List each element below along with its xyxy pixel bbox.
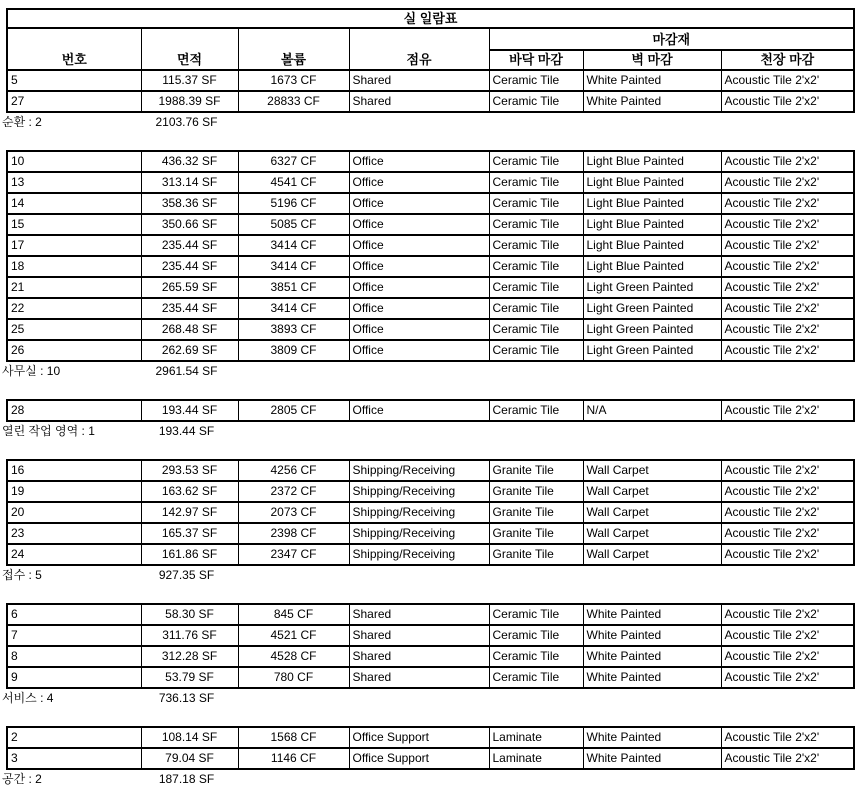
cell-number: 21 xyxy=(7,277,141,298)
group-area-total: 2961.54 SF xyxy=(155,363,218,378)
col-header-floor-finish: 바닥 마감 xyxy=(489,50,583,70)
cell-wall-finish: Light Blue Painted xyxy=(583,235,721,256)
cell-area: 79.04 SF xyxy=(141,748,238,769)
cell-floor-finish: Granite Tile xyxy=(489,523,583,544)
cell-area: 235.44 SF xyxy=(141,256,238,277)
schedule-table xyxy=(6,399,855,422)
cell-ceiling-finish: Acoustic Tile 2'x2' xyxy=(721,214,854,235)
cell-ceiling-finish: Acoustic Tile 2'x2' xyxy=(721,748,854,769)
cell-wall-finish: Wall Carpet xyxy=(583,481,721,502)
cell-ceiling-finish: Acoustic Tile 2'x2' xyxy=(721,70,854,91)
group-count-label: 공간 : 2 xyxy=(2,771,42,786)
cell-floor-finish: Ceramic Tile xyxy=(489,625,583,646)
cell-wall-finish: White Painted xyxy=(583,91,721,112)
schedule-group xyxy=(2,726,853,787)
cell-number: 16 xyxy=(7,460,141,481)
table-row xyxy=(7,523,854,544)
table-row xyxy=(7,214,854,235)
cell-ceiling-finish: Acoustic Tile 2'x2' xyxy=(721,460,854,481)
group-area-total: 927.35 SF xyxy=(158,567,215,582)
cell-volume: 28833 CF xyxy=(238,91,349,112)
cell-wall-finish: Wall Carpet xyxy=(583,523,721,544)
cell-wall-finish: Light Blue Painted xyxy=(583,256,721,277)
cell-floor-finish: Ceramic Tile xyxy=(489,235,583,256)
cell-wall-finish: Wall Carpet xyxy=(583,460,721,481)
cell-floor-finish: Ceramic Tile xyxy=(489,172,583,193)
cell-occupancy: Office xyxy=(349,340,489,361)
cell-volume: 5085 CF xyxy=(238,214,349,235)
cell-volume: 6327 CF xyxy=(238,151,349,172)
table-row xyxy=(7,481,854,502)
group-area-total: 187.18 SF xyxy=(158,771,215,786)
cell-occupancy: Shipping/Receiving xyxy=(349,460,489,481)
cell-floor-finish: Granite Tile xyxy=(489,460,583,481)
group-count-label: 접수 : 5 xyxy=(2,567,42,582)
cell-wall-finish: White Painted xyxy=(583,70,721,91)
cell-volume: 5196 CF xyxy=(238,193,349,214)
col-header-number: 번호 xyxy=(7,28,141,70)
cell-volume: 4521 CF xyxy=(238,625,349,646)
cell-ceiling-finish: Acoustic Tile 2'x2' xyxy=(721,727,854,748)
cell-area: 311.76 SF xyxy=(141,625,238,646)
cell-area: 293.53 SF xyxy=(141,460,238,481)
schedule-group xyxy=(2,399,853,439)
cell-wall-finish: Light Blue Painted xyxy=(583,172,721,193)
cell-area: 142.97 SF xyxy=(141,502,238,523)
cell-number: 22 xyxy=(7,298,141,319)
col-header-ceiling-finish: 천장 마감 xyxy=(721,50,854,70)
cell-volume: 4541 CF xyxy=(238,172,349,193)
group-count-label: 순환 : 2 xyxy=(2,114,42,129)
cell-wall-finish: White Painted xyxy=(583,604,721,625)
table-row xyxy=(7,172,854,193)
cell-area: 268.48 SF xyxy=(141,319,238,340)
cell-wall-finish: White Painted xyxy=(583,646,721,667)
cell-area: 161.86 SF xyxy=(141,544,238,565)
cell-number: 18 xyxy=(7,256,141,277)
table-row xyxy=(7,151,854,172)
schedule-table xyxy=(6,603,855,689)
cell-volume: 3414 CF xyxy=(238,298,349,319)
cell-floor-finish: Ceramic Tile xyxy=(489,151,583,172)
cell-occupancy: Shared xyxy=(349,91,489,112)
cell-ceiling-finish: Acoustic Tile 2'x2' xyxy=(721,298,854,319)
cell-area: 1988.39 SF xyxy=(141,91,238,112)
cell-number: 10 xyxy=(7,151,141,172)
cell-ceiling-finish: Acoustic Tile 2'x2' xyxy=(721,340,854,361)
cell-ceiling-finish: Acoustic Tile 2'x2' xyxy=(721,400,854,421)
table-row xyxy=(7,256,854,277)
table-row xyxy=(7,502,854,523)
cell-area: 350.66 SF xyxy=(141,214,238,235)
cell-occupancy: Office xyxy=(349,319,489,340)
cell-volume: 3851 CF xyxy=(238,277,349,298)
cell-ceiling-finish: Acoustic Tile 2'x2' xyxy=(721,604,854,625)
cell-floor-finish: Granite Tile xyxy=(489,544,583,565)
cell-number: 19 xyxy=(7,481,141,502)
cell-occupancy: Shared xyxy=(349,646,489,667)
cell-wall-finish: White Painted xyxy=(583,625,721,646)
schedule-group xyxy=(2,8,853,130)
cell-volume: 3809 CF xyxy=(238,340,349,361)
col-header-occupancy: 점유 xyxy=(349,28,489,70)
cell-wall-finish: Wall Carpet xyxy=(583,544,721,565)
cell-ceiling-finish: Acoustic Tile 2'x2' xyxy=(721,646,854,667)
cell-volume: 1146 CF xyxy=(238,748,349,769)
cell-ceiling-finish: Acoustic Tile 2'x2' xyxy=(721,667,854,688)
table-row xyxy=(7,277,854,298)
cell-wall-finish: Light Green Painted xyxy=(583,298,721,319)
schedule-table xyxy=(6,8,855,113)
cell-area: 312.28 SF xyxy=(141,646,238,667)
cell-number: 25 xyxy=(7,319,141,340)
cell-number: 8 xyxy=(7,646,141,667)
schedule-title: 실 일람표 xyxy=(7,9,854,28)
cell-floor-finish: Ceramic Tile xyxy=(489,70,583,91)
cell-occupancy: Office Support xyxy=(349,727,489,748)
table-row xyxy=(7,646,854,667)
table-row xyxy=(7,235,854,256)
cell-volume: 845 CF xyxy=(238,604,349,625)
col-header-area: 면적 xyxy=(141,28,238,70)
table-row xyxy=(7,319,854,340)
cell-wall-finish: White Painted xyxy=(583,748,721,769)
cell-floor-finish: Ceramic Tile xyxy=(489,400,583,421)
cell-area: 163.62 SF xyxy=(141,481,238,502)
group-subtotal-row xyxy=(2,363,853,379)
cell-area: 193.44 SF xyxy=(141,400,238,421)
cell-wall-finish: N/A xyxy=(583,400,721,421)
cell-ceiling-finish: Acoustic Tile 2'x2' xyxy=(721,523,854,544)
cell-occupancy: Shared xyxy=(349,604,489,625)
schedule-table xyxy=(6,726,855,770)
cell-volume: 3414 CF xyxy=(238,235,349,256)
cell-wall-finish: White Painted xyxy=(583,727,721,748)
cell-number: 6 xyxy=(7,604,141,625)
cell-ceiling-finish: Acoustic Tile 2'x2' xyxy=(721,277,854,298)
schedule-table xyxy=(6,150,855,362)
cell-number: 20 xyxy=(7,502,141,523)
col-header-volume: 볼륨 xyxy=(238,28,349,70)
cell-floor-finish: Ceramic Tile xyxy=(489,604,583,625)
cell-volume: 2372 CF xyxy=(238,481,349,502)
cell-volume: 3893 CF xyxy=(238,319,349,340)
table-row xyxy=(7,91,854,112)
cell-area: 53.79 SF xyxy=(141,667,238,688)
cell-occupancy: Office xyxy=(349,214,489,235)
group-count-label: 서비스 : 4 xyxy=(2,690,54,705)
table-row xyxy=(7,70,854,91)
cell-area: 262.69 SF xyxy=(141,340,238,361)
cell-number: 13 xyxy=(7,172,141,193)
cell-floor-finish: Laminate xyxy=(489,748,583,769)
cell-number: 28 xyxy=(7,400,141,421)
cell-occupancy: Office xyxy=(349,256,489,277)
cell-occupancy: Office Support xyxy=(349,748,489,769)
cell-occupancy: Office xyxy=(349,400,489,421)
cell-ceiling-finish: Acoustic Tile 2'x2' xyxy=(721,91,854,112)
cell-occupancy: Shipping/Receiving xyxy=(349,502,489,523)
cell-occupancy: Office xyxy=(349,298,489,319)
cell-area: 436.32 SF xyxy=(141,151,238,172)
cell-volume: 2347 CF xyxy=(238,544,349,565)
cell-volume: 3414 CF xyxy=(238,256,349,277)
cell-occupancy: Office xyxy=(349,277,489,298)
cell-wall-finish: Light Green Painted xyxy=(583,340,721,361)
cell-occupancy: Office xyxy=(349,235,489,256)
cell-area: 235.44 SF xyxy=(141,235,238,256)
cell-floor-finish: Ceramic Tile xyxy=(489,193,583,214)
cell-number: 23 xyxy=(7,523,141,544)
group-subtotal-row xyxy=(2,567,853,583)
cell-number: 17 xyxy=(7,235,141,256)
cell-volume: 2398 CF xyxy=(238,523,349,544)
cell-number: 5 xyxy=(7,70,141,91)
cell-area: 108.14 SF xyxy=(141,727,238,748)
cell-ceiling-finish: Acoustic Tile 2'x2' xyxy=(721,151,854,172)
cell-ceiling-finish: Acoustic Tile 2'x2' xyxy=(721,235,854,256)
table-row xyxy=(7,193,854,214)
cell-ceiling-finish: Acoustic Tile 2'x2' xyxy=(721,193,854,214)
cell-area: 165.37 SF xyxy=(141,523,238,544)
group-subtotal-row xyxy=(2,690,853,706)
cell-number: 26 xyxy=(7,340,141,361)
cell-area: 358.36 SF xyxy=(141,193,238,214)
cell-number: 15 xyxy=(7,214,141,235)
cell-area: 235.44 SF xyxy=(141,298,238,319)
cell-wall-finish: Wall Carpet xyxy=(583,502,721,523)
cell-volume: 780 CF xyxy=(238,667,349,688)
cell-number: 7 xyxy=(7,625,141,646)
cell-ceiling-finish: Acoustic Tile 2'x2' xyxy=(721,625,854,646)
cell-wall-finish: Light Blue Painted xyxy=(583,151,721,172)
table-row xyxy=(7,748,854,769)
cell-floor-finish: Ceramic Tile xyxy=(489,298,583,319)
cell-occupancy: Office xyxy=(349,151,489,172)
cell-occupancy: Office xyxy=(349,172,489,193)
cell-number: 3 xyxy=(7,748,141,769)
schedule-table xyxy=(6,459,855,566)
cell-wall-finish: Light Green Painted xyxy=(583,277,721,298)
cell-area: 58.30 SF xyxy=(141,604,238,625)
cell-wall-finish: Light Green Painted xyxy=(583,319,721,340)
cell-floor-finish: Ceramic Tile xyxy=(489,667,583,688)
cell-floor-finish: Ceramic Tile xyxy=(489,340,583,361)
schedule-group xyxy=(2,603,853,706)
cell-number: 2 xyxy=(7,727,141,748)
cell-floor-finish: Ceramic Tile xyxy=(489,277,583,298)
cell-ceiling-finish: Acoustic Tile 2'x2' xyxy=(721,481,854,502)
group-area-total: 736.13 SF xyxy=(158,690,215,705)
cell-ceiling-finish: Acoustic Tile 2'x2' xyxy=(721,256,854,277)
cell-wall-finish: Light Blue Painted xyxy=(583,193,721,214)
table-row xyxy=(7,460,854,481)
cell-floor-finish: Laminate xyxy=(489,727,583,748)
table-row xyxy=(7,340,854,361)
cell-area: 313.14 SF xyxy=(141,172,238,193)
group-area-total: 2103.76 SF xyxy=(155,114,218,129)
cell-occupancy: Shared xyxy=(349,70,489,91)
cell-volume: 2073 CF xyxy=(238,502,349,523)
schedule-group xyxy=(2,459,853,583)
table-row xyxy=(7,625,854,646)
cell-area: 115.37 SF xyxy=(141,70,238,91)
cell-volume: 4256 CF xyxy=(238,460,349,481)
cell-volume: 1568 CF xyxy=(238,727,349,748)
cell-occupancy: Shipping/Receiving xyxy=(349,481,489,502)
cell-floor-finish: Ceramic Tile xyxy=(489,91,583,112)
cell-wall-finish: Light Blue Painted xyxy=(583,214,721,235)
cell-floor-finish: Granite Tile xyxy=(489,502,583,523)
schedule-group xyxy=(2,150,853,379)
cell-wall-finish: White Painted xyxy=(583,667,721,688)
cell-number: 14 xyxy=(7,193,141,214)
table-row xyxy=(7,604,854,625)
cell-ceiling-finish: Acoustic Tile 2'x2' xyxy=(721,319,854,340)
cell-floor-finish: Granite Tile xyxy=(489,481,583,502)
cell-ceiling-finish: Acoustic Tile 2'x2' xyxy=(721,544,854,565)
cell-area: 265.59 SF xyxy=(141,277,238,298)
cell-occupancy: Shipping/Receiving xyxy=(349,544,489,565)
table-row xyxy=(7,727,854,748)
cell-occupancy: Shared xyxy=(349,625,489,646)
cell-floor-finish: Ceramic Tile xyxy=(489,319,583,340)
group-count-label: 사무실 : 10 xyxy=(2,363,61,378)
cell-occupancy: Shipping/Receiving xyxy=(349,523,489,544)
cell-floor-finish: Ceramic Tile xyxy=(489,646,583,667)
group-count-label: 열린 작업 영역 : 1 xyxy=(2,423,95,438)
cell-floor-finish: Ceramic Tile xyxy=(489,256,583,277)
table-row xyxy=(7,544,854,565)
cell-ceiling-finish: Acoustic Tile 2'x2' xyxy=(721,172,854,193)
col-header-finishes-group: 마감재 xyxy=(489,28,854,50)
cell-floor-finish: Ceramic Tile xyxy=(489,214,583,235)
cell-ceiling-finish: Acoustic Tile 2'x2' xyxy=(721,502,854,523)
group-subtotal-row xyxy=(2,423,853,439)
table-row xyxy=(7,400,854,421)
group-subtotal-row xyxy=(2,771,853,787)
cell-number: 24 xyxy=(7,544,141,565)
group-area-total: 193.44 SF xyxy=(158,423,215,438)
group-subtotal-row xyxy=(2,114,853,130)
table-row xyxy=(7,298,854,319)
cell-number: 27 xyxy=(7,91,141,112)
cell-occupancy: Office xyxy=(349,193,489,214)
cell-volume: 4528 CF xyxy=(238,646,349,667)
cell-volume: 1673 CF xyxy=(238,70,349,91)
cell-volume: 2805 CF xyxy=(238,400,349,421)
cell-occupancy: Shared xyxy=(349,667,489,688)
col-header-wall-finish: 벽 마감 xyxy=(583,50,721,70)
table-row xyxy=(7,667,854,688)
cell-number: 9 xyxy=(7,667,141,688)
